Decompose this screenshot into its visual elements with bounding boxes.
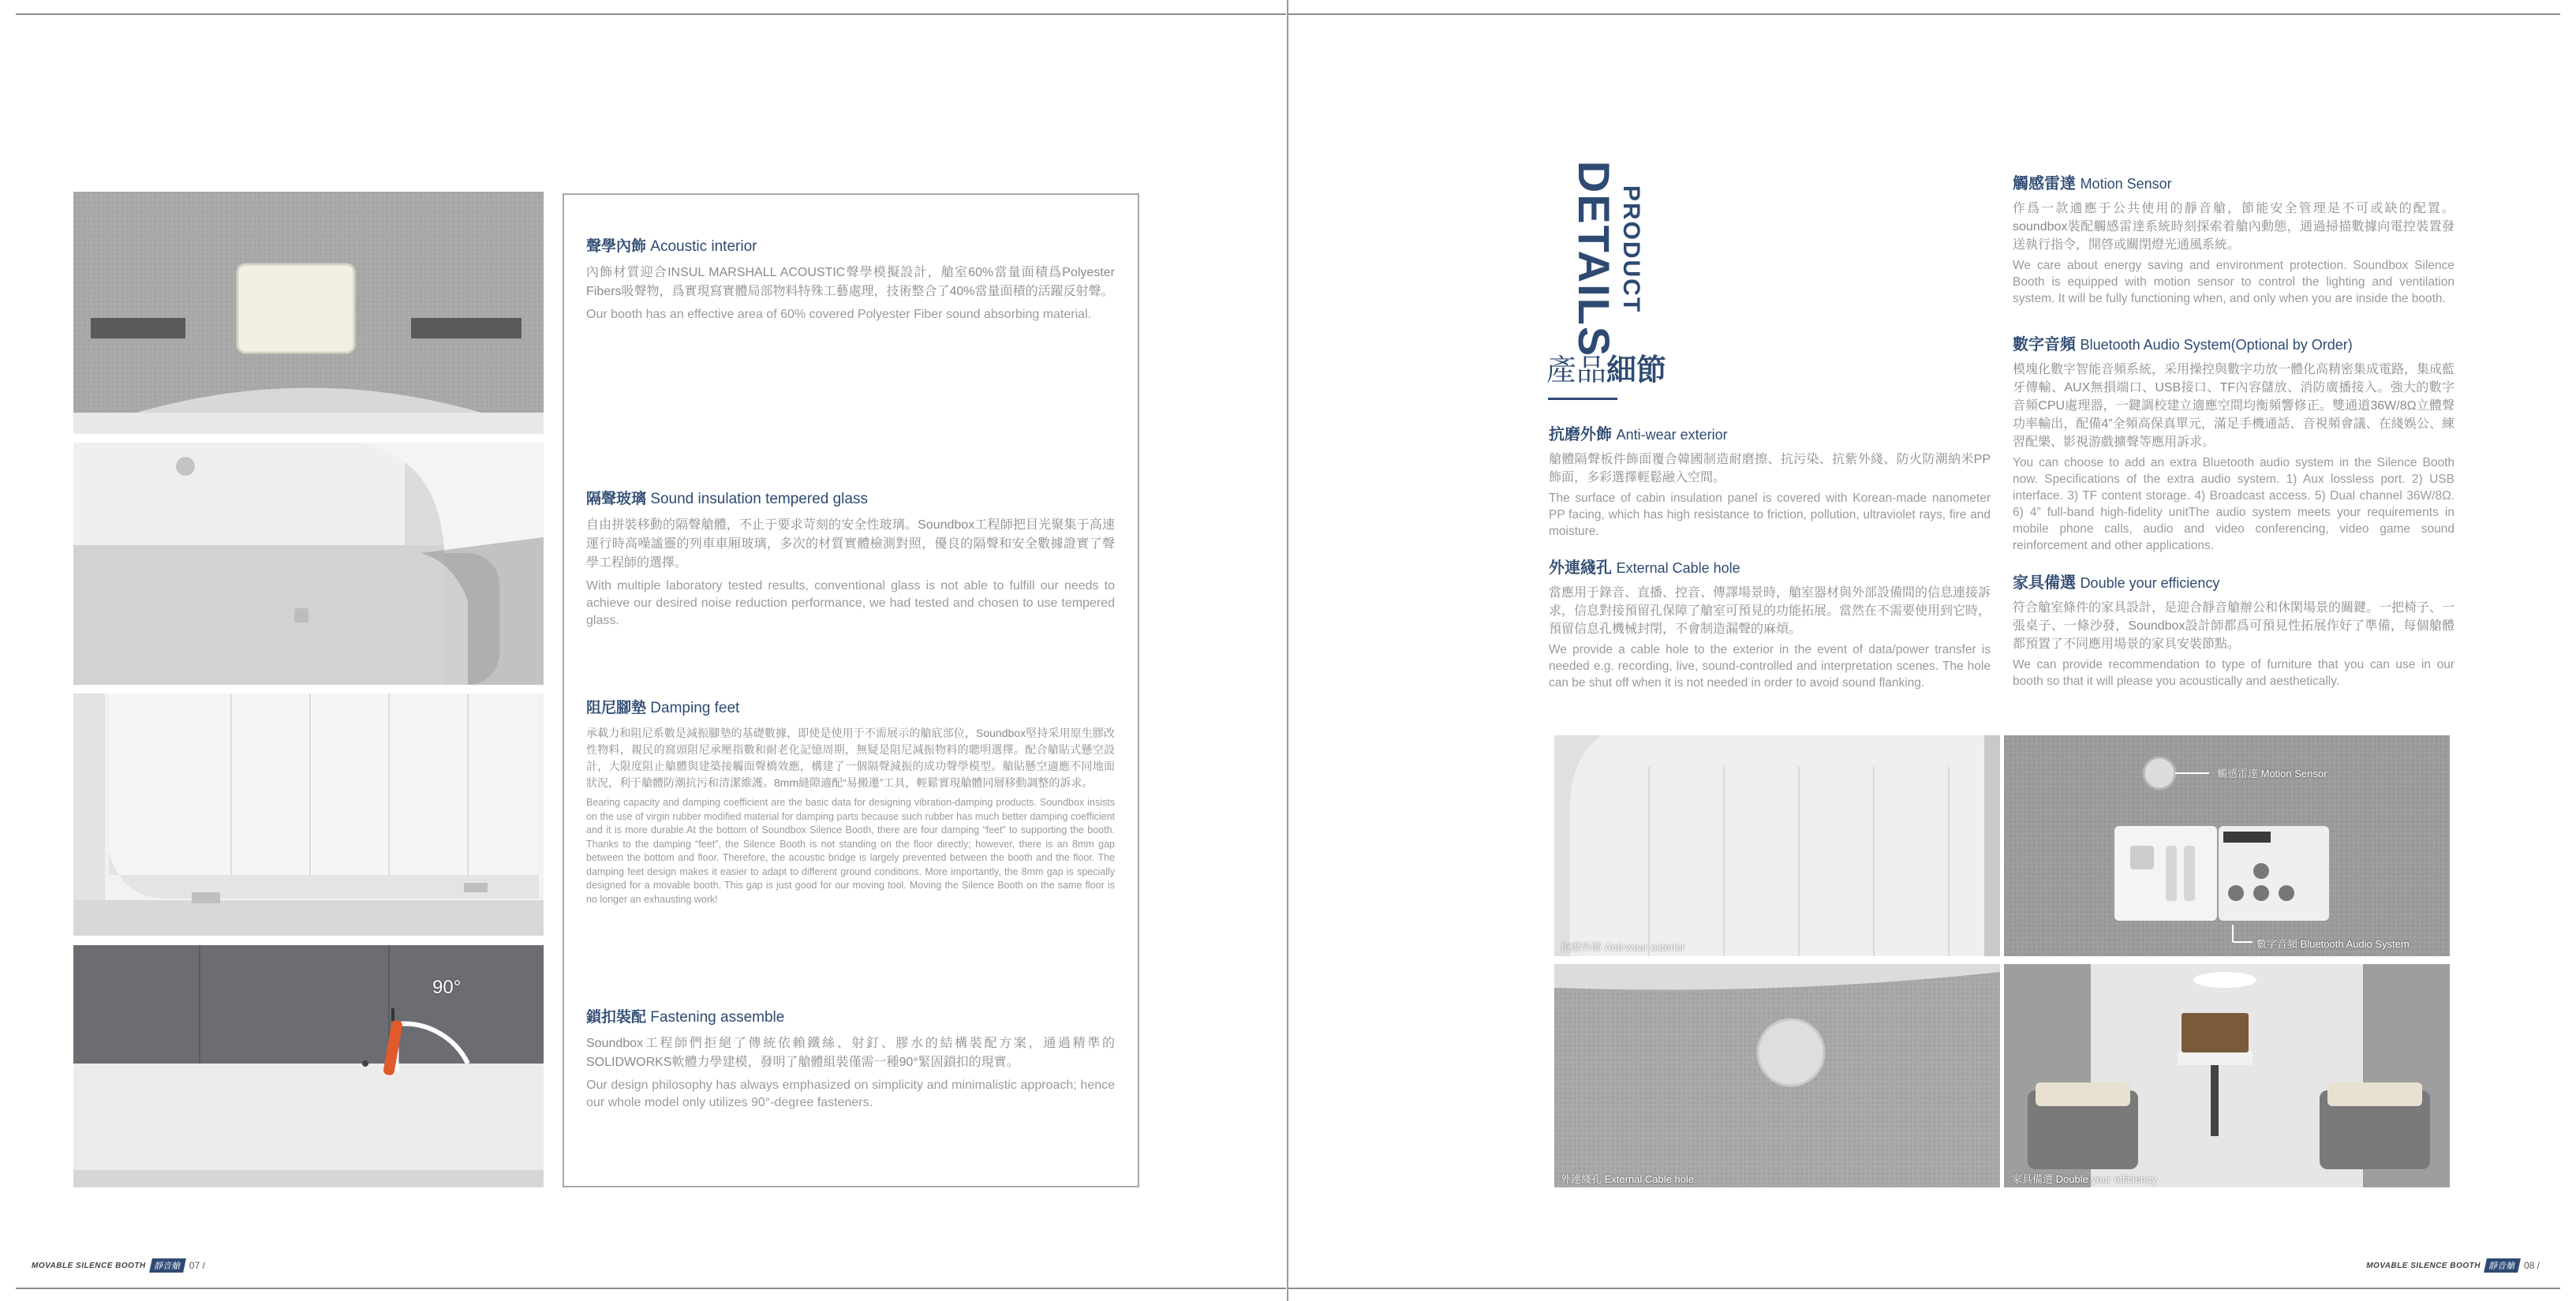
photo-furniture [2004,964,2450,1187]
section-title [586,1005,1115,1026]
section-anti-wear-exterior [1549,421,1991,540]
title-zh: 阻尼腳墊 [586,700,647,716]
angle-label: 90° [432,977,462,998]
title-zh: 家具備選 [2013,574,2076,592]
text-zh: 艙體隔聲板件飾面覆合韓國制造耐磨擦、抗污染、抗紫外綫、防火防潮納米PP飾面，多彩選擇輕鬆融入空間。 [1549,453,1991,484]
text-zh: 模塊化數字智能音頻系統，采用操控與數字功放一體化高精密集成電路，集成藍牙傳輸、AUX無損端口、USB接口、TF內容儲放、消防廣播接入。強大的數字音頻CPU處理器，一鍵調校建立適應空間均衡頻響修正。雙通道36W/8Ω立體聲功率輸出，配備4”全頻高保真單元，滿足手機通話、音視頻會議、在綫娛公、練習配樂、影視游戲擴聲等應用訴求。 [2013,363,2455,449]
footer-badge: 靜音艙 [149,1258,186,1273]
text-zh: 承載力和阻尼系數是減振腳墊的基礎數據，即使是使用于不需展示的艙底部位，Soundbox堅持采用原生膠改性物料，親民的窩頭阻尼承壓指數和耐老化記憶周期，無疑是阻尼減振物料的聰明選擇。配合艙貼式懸空設計，大限度阻止艙體與建築接觸面聲橋效應，構建了一個隔聲減振的成功聲學模型。艙貼懸空適應不同地面狀況，利于艙體防潮抗污和清潔維護。8mm縫隙適配“易搬遷”工具，輕鬆實現艙體同層移動調整的訴求。 [586,727,1115,789]
section-external-cable-hole [1549,555,1991,691]
title-rule [1548,398,1617,400]
section-title [1549,555,1991,578]
section-motion-sensor [2013,170,2454,307]
title-zh: 觸感雷達 [2013,175,2076,193]
title-en: Motion Sensor [2080,176,2172,192]
title-zh: 數字音頻 [2013,336,2076,353]
title-zh [1546,346,1666,389]
title-zh: 聲學內飾 [586,238,647,255]
section-sound-insulation-glass [586,487,1115,630]
title-en: Sound insulation tempered glass [650,491,868,507]
title-product: PRODUCT [1618,185,1645,314]
section-title [2013,570,2454,593]
damping-feet-illustration [73,693,544,936]
title-zh: 隔聲玻璃 [586,491,647,507]
title-en: Acoustic interior [650,238,757,255]
text-zh: 自由拼裝移動的隔聲艙體，不止于要求苛刻的安全性玻璃。Soundbox工程師把目光聚集于高速運行時高噪謐靈的列車車厢玻璃，多次的材質實體檢測對照，優良的隔聲和安全數據證實了聲學工程師的選擇。 [586,518,1115,570]
title-en: Anti-wear exterior [1616,427,1728,443]
text-zh: 作爲一款適應于公共使用的靜音艙，節能安全管理是不可或缺的配置。soundbox裝配觸感雷達系統時刻探索着艙內動態，通過掃描數據向電控裝置發送執行指令，開啓或關閉燈光通風系統。 [2013,202,2454,252]
text-en: You can choose to add an extra Bluetooth audio system in the Silence Booth now. Specifications of the extra audio system. 1) Aux lossless port. 2) USB interface. 3) TF content storage. 4) Broadcast access. 5) Dual channel 36W/8Ω. 6) 4” full-band high-fidelity unitThe audio system meets your requirements in mobile phone calls, audio and video conferencing, video game sound reinforcement and other applications. [2013,456,2454,552]
furniture-illustration [2004,964,2450,1187]
photo-fastening [73,945,544,1187]
section-title [2013,170,2454,193]
section-furniture [2013,570,2454,690]
title-en: Damping feet [650,700,740,716]
caption-audio: 數字音頻 Bluetooth Audio System [2256,938,2410,950]
title-zh: 外連綫孔 [1549,559,1612,577]
footer-right [2366,1258,2540,1273]
photo-motion-sensor-audio [2004,735,2450,956]
page-number: 07 / [189,1260,205,1271]
glass-panel-illustration [73,443,544,685]
title-en: Double your efficiency [2080,575,2220,591]
text-panel [563,193,1139,1187]
text-en: Our booth has an effective area of 60% covered Polyester Fiber sound absorbing material. [586,308,1092,321]
title-en: Fastening assemble [650,1009,785,1026]
text-en: With multiple laboratory tested results, conventional glass is not able to fulfill our needs to achieve our desired noise reduction performance, we had tested and chosen to use tempered glass. [586,579,1115,627]
bottom-rule [16,1288,1286,1289]
section-title [586,696,1115,717]
text-en: We care about energy saving and environment protection. Soundbox Silence Booth is equipped with motion sensor to control the lighting and ventilation system. It will be fully functioning when, and only when you are inside the booth. [2013,259,2454,305]
top-rule [1288,13,2560,15]
caption-furniture: 家具備選 Double your efficiency [2012,1173,2157,1185]
text-en: The surface of cabin insulation panel is covered with Korean-made nanometer PP facing, which has high resistance to friction, pollution, ultraviolet rays, fire and moisture. [1549,492,1991,538]
cable-hole-illustration [1554,964,2000,1187]
section-fastening-assemble [586,1005,1115,1112]
section-title [1549,421,1991,444]
page-number: 08 / [2523,1260,2540,1271]
title-en: External Cable hole [1616,560,1740,576]
photo-damping-feet [73,693,544,936]
section-title [2013,331,2454,354]
title-details: DETAILS [1569,160,1620,358]
text-zh: 內飾材質迎合INSUL MARSHALL ACOUSTIC聲學模擬設計，艙室60%當量面積爲Polyester Fibers吸聲物，爲實現寫實體局部物料特殊工藝處理，技術整合了40%當量面積的活躍反射聲。 [586,266,1115,298]
section-damping-feet [586,696,1115,907]
section-bluetooth-audio [2013,331,2454,554]
title-zh: 抗磨外飾 [1549,426,1612,443]
caption-motion-sensor: 觸感雷達 Motion Sensor [2217,768,2327,779]
title-zh-light: 產品 [1546,354,1607,387]
footer-badge: 靜音艙 [2484,1258,2521,1273]
text-en: We provide a cable hole to the exterior in the event of data/power transfer is needed e.g. recording, live, sound-controlled and interpretation scenes. The hole can be shut off when it is not needed in order to avoid sound flanking. [1549,643,1991,690]
caption-cable-hole: 外連綫孔 External Cable hole [1561,1173,1695,1185]
text-en: Bearing capacity and damping coefficient are the basic data for designing vibration-damping products. Soundbox insists on the use of virgin rubber modified material for damping parts because such rubber has much better damping coefficient and it is more durable.At the bottom of Soundbox Silence Booth, there are four damping “feet” to supporting the booth. Thanks to the damping “feet”, the Silence Booth is not standing on the floor directly; however, there is an 8mm gap between the bottom and floor. Therefore, the acoustic bridge is largely prevented between the booth and the floor. The damping feet design makes it easier to adapt to different ground conditions. More importantly, the 8mm gap is specially designed for a movable booth. This gap is just good for our moving tool. Moving the Silence Booth on the same floor is no longer an exhausting work! [586,797,1115,905]
title-vertical [1546,160,1645,358]
text-zh: 當應用于錄音、直播、控音、傳譯場景時，艙室器材與外部設備間的信息連接訴求，信息對接預留孔保障了艙室可預見的功能拓展。當然在不需要使用到它時，預留信息孔機械封閉，不會制造漏聲的麻煩。 [1549,586,1991,636]
footer-left [32,1258,205,1273]
caption-exterior: 抗磨外飾 Anti-wear exterior [1561,941,1685,953]
photo-ceiling-light [73,192,544,434]
text-zh: 符合艙室條件的家具設計，是迎合靜音艙辦公和休閑場景的關鍵。一把椅子、一張桌子、一條沙發，Soundbox設計師都爲可預見性拓展作好了準備，每個艙體都預置了不同應用場景的家具安裝節點。 [2013,601,2455,651]
photo-glass [73,443,544,685]
section-title [586,487,1115,508]
ceiling-light-illustration [73,192,544,434]
section-acoustic-interior [586,234,1115,323]
fastening-illustration [73,945,544,1187]
text-zh: Soundbox工程師們拒絕了傳統依賴鐵絲、射釘、膠水的結構裝配方案，通過精準的SOLIDWORKS軟體力學建模，發明了艙體組裝僅需一種90°緊固鎖扣的現實。 [586,1037,1115,1069]
text-en: Our design philosophy has always emphasized on simplicity and minimalistic approach; hence our whole model only utilizes 90°-degree fasteners. [586,1079,1115,1109]
title-en: Bluetooth Audio System(Optional by Order) [2080,337,2353,353]
photo-exterior [1554,735,2000,956]
exterior-illustration [1554,735,2000,956]
section-title [586,234,1115,256]
footer-brand: MOVABLE SILENCE BOOTH [2366,1261,2481,1270]
footer-brand: MOVABLE SILENCE BOOTH [32,1261,146,1270]
photo-cable-hole [1554,964,2000,1187]
title-zh: 鎖扣裝配 [586,1009,647,1026]
text-en: We can provide recommendation to type of furniture that you can use in our booth so that it will please you acoustically and aesthetically. [2013,658,2454,688]
bottom-rule [1288,1288,2560,1289]
right-page [1288,0,2576,1301]
title-zh-bold: 細節 [1606,354,1667,387]
top-rule [16,13,1286,15]
